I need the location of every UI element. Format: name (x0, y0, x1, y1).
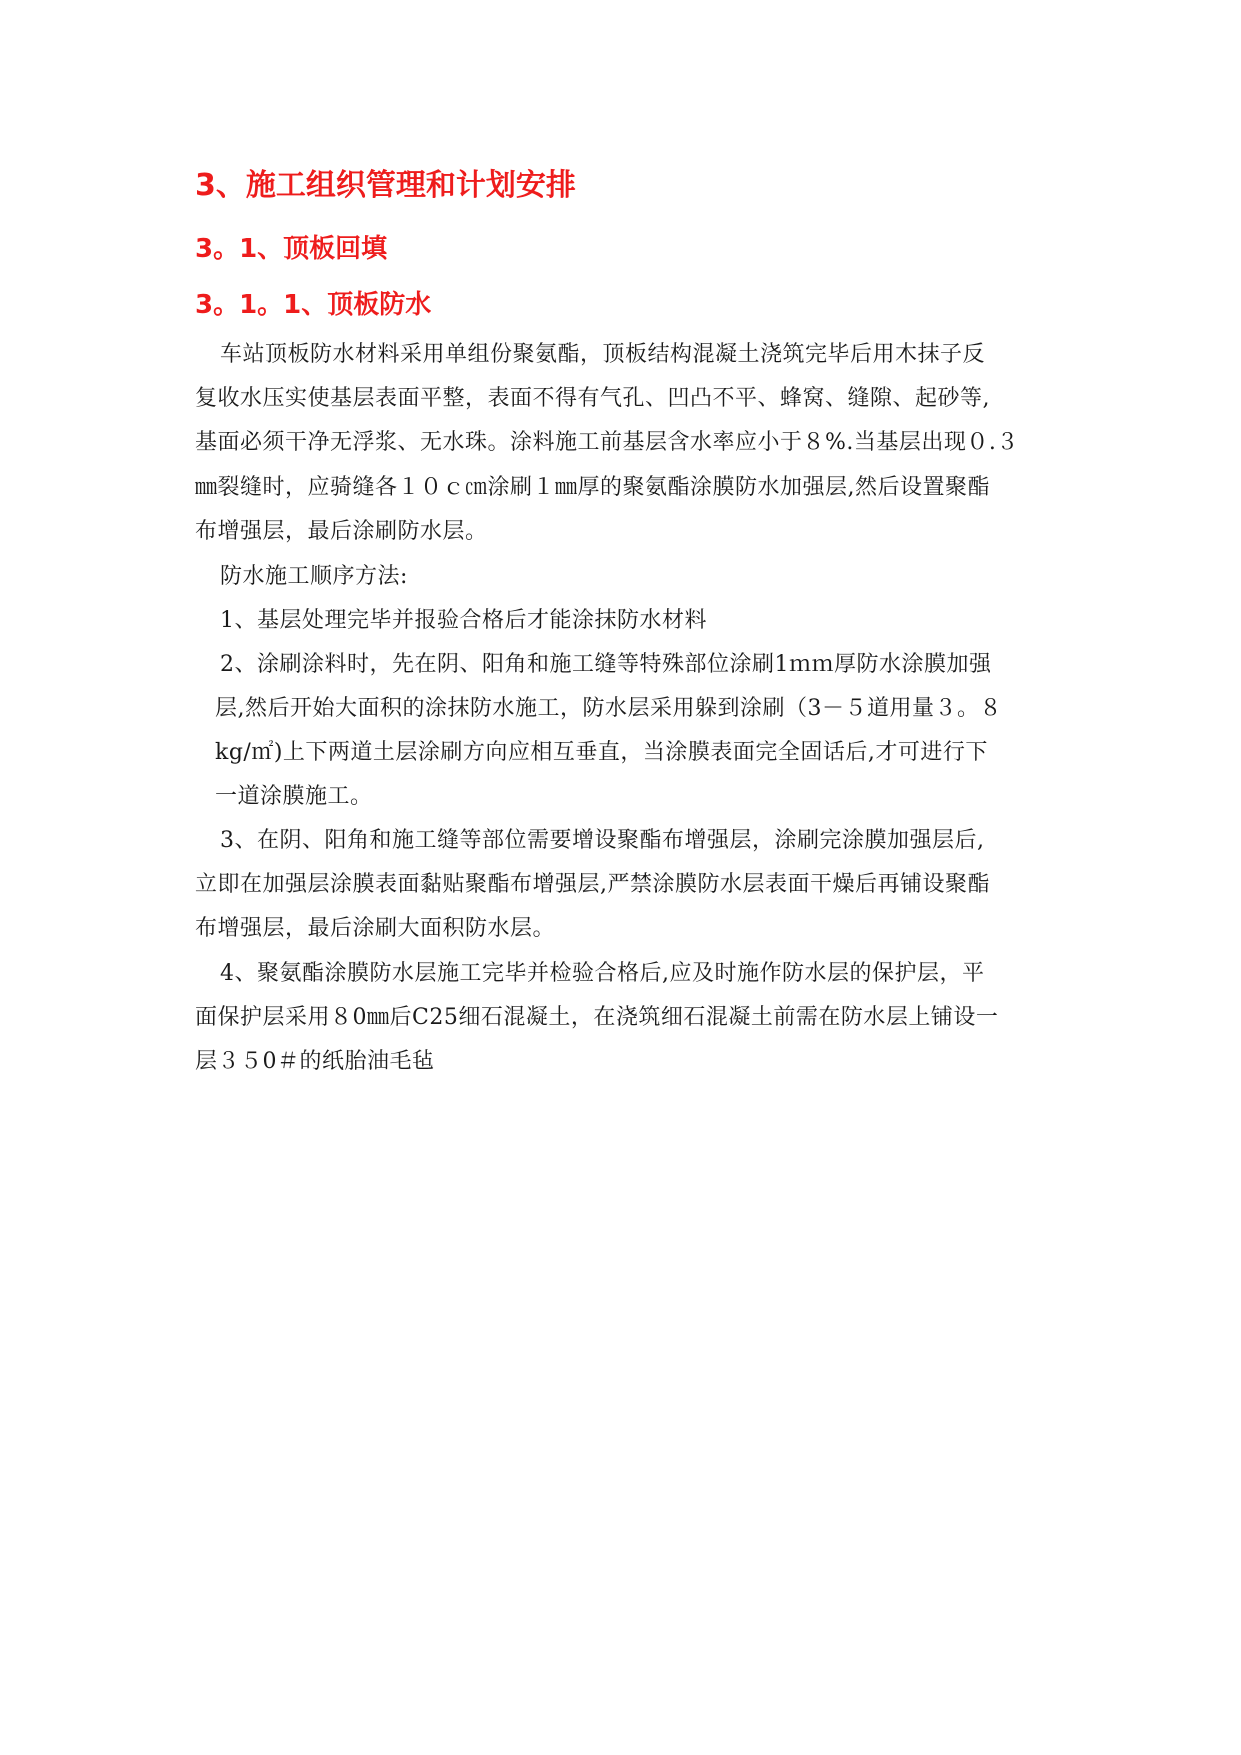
step-line: 面保护层采用８0㎜后C25细石混凝土，在浇筑细石混凝土前需在防水层上铺设一 (195, 1005, 999, 1030)
sub-subsection-heading: 3。1。1、顶板防水 (195, 290, 432, 320)
method-title: 防水施工顺序方法: (220, 564, 408, 589)
paragraph-line: 基面必须干净无浮浆、无水珠。涂料施工前基层含水率应小于８%.当基层出现０.３ (195, 430, 1019, 455)
step-line: 2、涂刷涂料时，先在阴、阳角和施工缝等特殊部位涂刷1ｍｍ厚防水涂膜加强 (220, 652, 992, 677)
step-line: 层３５0＃的纸胎油毛毡 (195, 1049, 435, 1074)
step-item: 1、基层处理完毕并报验合格后才能涂抹防水材料 (220, 608, 707, 633)
step-line: kg/㎡)上下两道土层涂刷方向应相互垂直，当涂膜表面完全固话后,才可进行下 (215, 740, 988, 765)
paragraph-line: 布增强层，最后涂刷防水层。 (195, 519, 488, 544)
paragraph-line: 复收水压实使基层表面平整，表面不得有气孔、凹凸不平、蜂窝、缝隙、起砂等, (195, 386, 990, 411)
paragraph-line: 车站顶板防水材料采用单组份聚氨酯，顶板结构混凝土浇筑完毕后用木抹子反 (220, 342, 986, 367)
step-line: 层,然后开始大面积的涂抹防水施工，防水层采用躲到涂刷（3－５道用量３。８ (215, 696, 1002, 721)
subsection-heading: 3。1、顶板回填 (195, 234, 388, 264)
step-line: 3、在阴、阳角和施工缝等部位需要增设聚酯布增强层，涂刷完涂膜加强层后, (220, 828, 985, 853)
paragraph-line: ㎜裂缝时，应骑缝各１０ｃ㎝涂刷１㎜厚的聚氨酯涂膜防水加强层,然后设置聚酯 (195, 475, 990, 500)
step-line: 4、聚氨酯涂膜防水层施工完毕并检验合格后,应及时施作防水层的保护层，平 (220, 961, 985, 986)
section-heading: 3、施工组织管理和计划安排 (195, 168, 576, 203)
step-line: 立即在加强层涂膜表面黏贴聚酯布增强层,严禁涂膜防水层表面干燥后再铺设聚酯 (195, 872, 990, 897)
step-line: 一道涂膜施工。 (215, 784, 373, 809)
step-line: 布增强层，最后涂刷大面积防水层。 (195, 916, 556, 941)
